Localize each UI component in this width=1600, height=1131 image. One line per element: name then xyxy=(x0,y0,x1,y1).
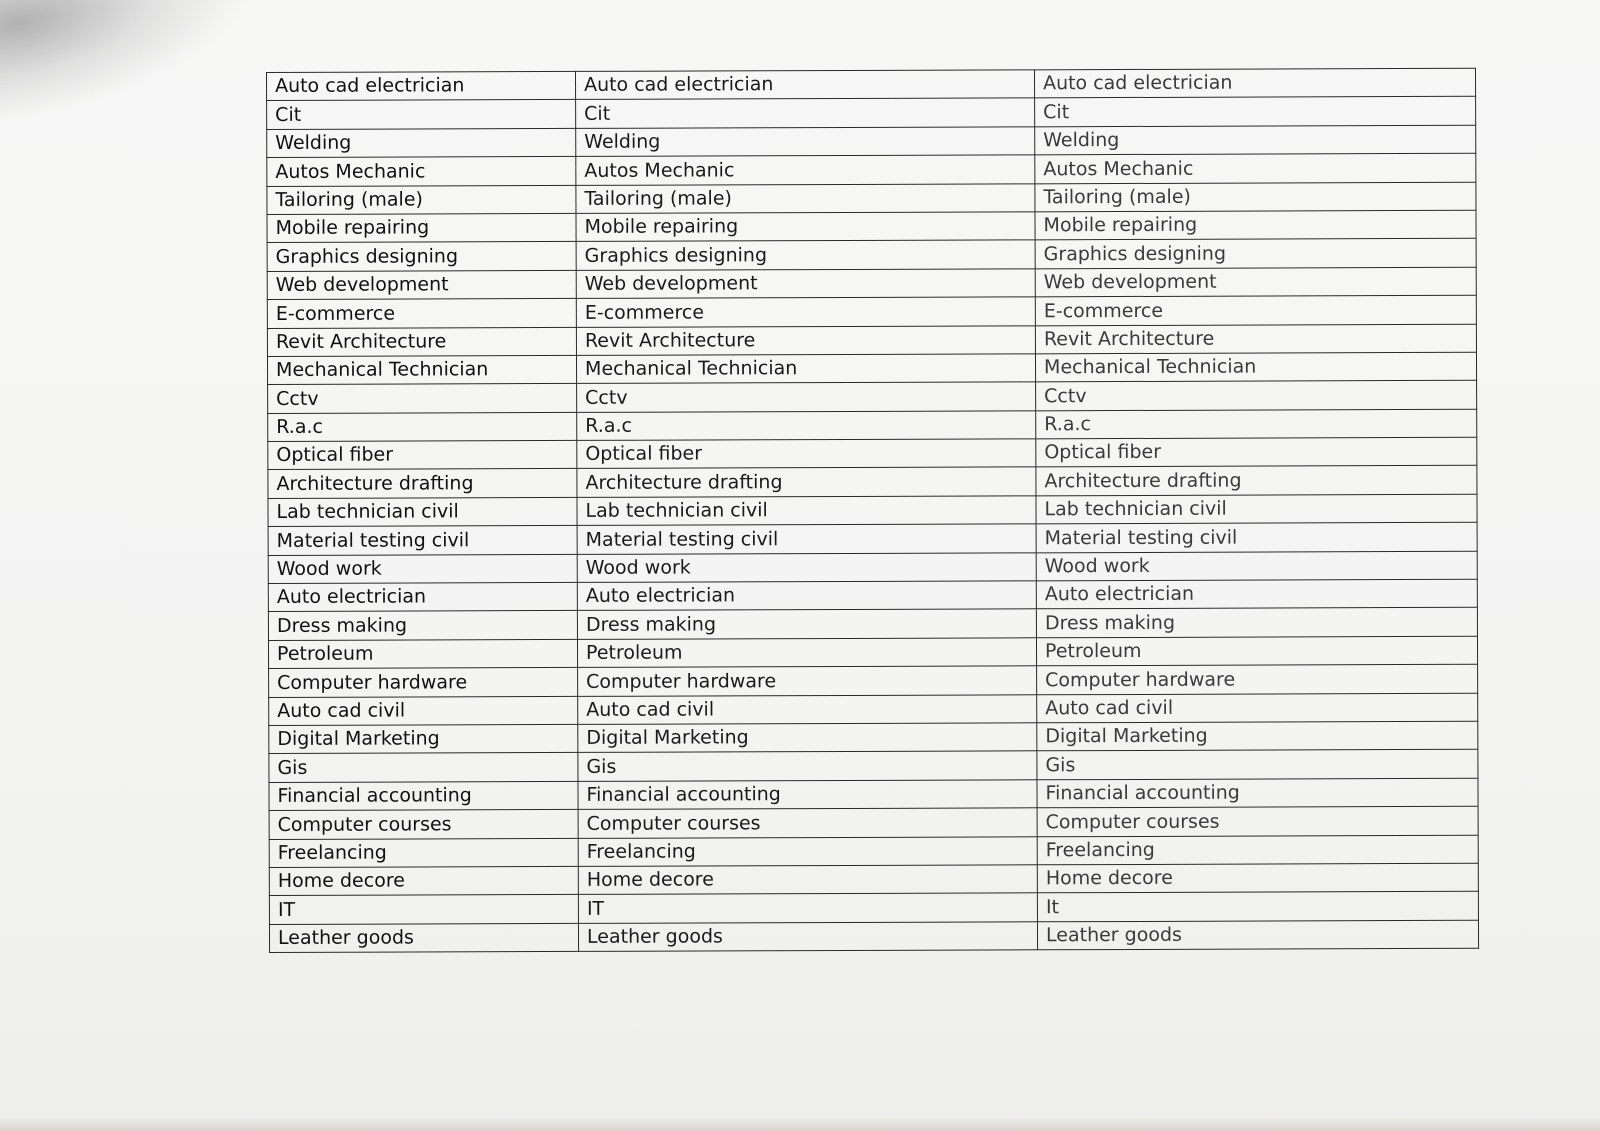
table-cell-col1: Graphics designing xyxy=(267,242,576,271)
table-cell-col3: Revit Architecture xyxy=(1035,324,1476,354)
table-cell-col3: R.a.c xyxy=(1036,409,1477,439)
table-cell-col1: Dress making xyxy=(268,611,577,640)
table-cell-col1: Mobile repairing xyxy=(267,213,576,242)
table-row xyxy=(267,295,1476,328)
table-cell-col3: Computer hardware xyxy=(1037,664,1478,694)
table-cell-col1: Computer hardware xyxy=(269,668,578,697)
table-cell-col3: Gis xyxy=(1037,750,1478,780)
table-cell-col2: Computer hardware xyxy=(578,666,1037,696)
table-row xyxy=(269,863,1478,896)
table-cell-col3: Graphics designing xyxy=(1035,239,1476,269)
table-cell-col2: Mobile repairing xyxy=(576,212,1035,242)
table-cell-col3: Auto cad electrician xyxy=(1034,68,1475,98)
table-cell-col1: Computer courses xyxy=(269,810,578,839)
table-cell-col1: Web development xyxy=(267,270,576,299)
table-cell-col2: Lab technician civil xyxy=(577,496,1036,526)
table-cell-col2: R.a.c xyxy=(577,411,1036,441)
table-cell-col3: Auto cad civil xyxy=(1037,693,1478,723)
table-cell-col1: Tailoring (male) xyxy=(267,185,576,214)
table-cell-col3: Financial accounting xyxy=(1037,778,1478,808)
table-cell-col1: E-commerce xyxy=(267,299,576,328)
table-cell-col1: Cctv xyxy=(268,384,577,413)
page-bottom-edge xyxy=(0,1117,1600,1131)
table-cell-col3: It xyxy=(1037,892,1478,922)
table-row xyxy=(269,664,1478,697)
table-cell-col3: Wood work xyxy=(1036,551,1477,581)
table-cell-col1: Optical fiber xyxy=(268,440,577,469)
table-cell-col1: Material testing civil xyxy=(268,526,577,555)
table-cell-col1: Auto cad electrician xyxy=(267,71,576,100)
table-cell-col3: Leather goods xyxy=(1037,920,1478,950)
table-cell-col2: Petroleum xyxy=(577,638,1036,668)
table-row xyxy=(268,381,1477,414)
table-cell-col1: Home decore xyxy=(269,866,578,895)
table-cell-col2: Leather goods xyxy=(578,922,1037,952)
table-cell-col1: Petroleum xyxy=(268,639,577,668)
table-cell-col2: Home decore xyxy=(578,865,1037,895)
table-cell-col1: Auto electrician xyxy=(268,582,577,611)
table-cell-col3: Computer courses xyxy=(1037,806,1478,836)
table-row xyxy=(269,806,1478,839)
table-row xyxy=(267,352,1476,385)
table-row xyxy=(267,182,1476,215)
table-cell-col2: Financial accounting xyxy=(578,780,1037,810)
table-row xyxy=(268,523,1477,556)
table-cell-col2: Gis xyxy=(578,751,1037,781)
table-cell-col2: Cctv xyxy=(577,382,1036,412)
table-row xyxy=(267,153,1476,186)
table-row xyxy=(268,579,1477,612)
table-row xyxy=(267,68,1476,101)
table-cell-col2: Freelancing xyxy=(578,836,1037,866)
table-cell-col2: Optical fiber xyxy=(577,439,1036,469)
table-cell-col3: Home decore xyxy=(1037,863,1478,893)
table-cell-col1: Lab technician civil xyxy=(268,497,577,526)
table-row xyxy=(267,210,1476,243)
table-cell-col1: Architecture drafting xyxy=(268,469,577,498)
table-row xyxy=(268,494,1477,527)
table-cell-col2: Autos Mechanic xyxy=(576,155,1035,185)
table-cell-col2: Graphics designing xyxy=(576,240,1035,270)
table-row xyxy=(268,551,1477,584)
table-row xyxy=(267,97,1476,130)
table-cell-col3: Material testing civil xyxy=(1036,523,1477,553)
table-cell-col1: Cit xyxy=(267,100,576,129)
table-cell-col1: Revit Architecture xyxy=(267,327,576,356)
table-cell-col2: Auto cad electrician xyxy=(575,70,1034,100)
table-cell-col3: Digital Marketing xyxy=(1037,721,1478,751)
table-cell-col3: E-commerce xyxy=(1035,295,1476,325)
page-corner-shadow xyxy=(0,0,273,129)
course-table xyxy=(266,68,1479,953)
table-row xyxy=(268,437,1477,470)
table-cell-col1: IT xyxy=(269,895,578,924)
table-row xyxy=(269,750,1478,783)
table-cell-col3: Dress making xyxy=(1036,608,1477,638)
table-row xyxy=(267,239,1476,272)
table-row xyxy=(267,267,1476,300)
table-row xyxy=(268,409,1477,442)
table-cell-col1: Gis xyxy=(269,753,578,782)
table-cell-col2: Computer courses xyxy=(578,808,1037,838)
table-cell-col3: Auto electrician xyxy=(1036,579,1477,609)
table-row xyxy=(269,920,1478,953)
table-cell-col3: Lab technician civil xyxy=(1036,494,1477,524)
table-row xyxy=(268,636,1477,669)
table-cell-col1: Financial accounting xyxy=(269,781,578,810)
table-row xyxy=(269,693,1478,726)
table-cell-col3: Petroleum xyxy=(1036,636,1477,666)
table-cell-col2: Tailoring (male) xyxy=(576,183,1035,213)
table-cell-col1: Mechanical Technician xyxy=(267,355,576,384)
table-cell-col3: Optical fiber xyxy=(1036,437,1477,467)
table-cell-col3: Cctv xyxy=(1036,381,1477,411)
table-cell-col1: Autos Mechanic xyxy=(267,157,576,186)
table-cell-col1: Freelancing xyxy=(269,838,578,867)
table-cell-col2: Welding xyxy=(576,127,1035,157)
table-cell-col2: Wood work xyxy=(577,552,1036,582)
table-row xyxy=(269,778,1478,811)
table-cell-col2: Digital Marketing xyxy=(578,723,1037,753)
table-row xyxy=(267,324,1476,357)
table-cell-col3: Welding xyxy=(1035,125,1476,155)
table-cell-col2: Architecture drafting xyxy=(577,467,1036,497)
table-cell-col1: Auto cad civil xyxy=(269,696,578,725)
course-table-container xyxy=(266,68,1479,953)
table-cell-col2: Mechanical Technician xyxy=(576,354,1035,384)
table-cell-col1: Wood work xyxy=(268,554,577,583)
table-cell-col1: R.a.c xyxy=(268,412,577,441)
table-cell-col1: Welding xyxy=(267,128,576,157)
table-cell-col1: Digital Marketing xyxy=(269,724,578,753)
table-row xyxy=(269,721,1478,754)
table-cell-col2: Material testing civil xyxy=(577,524,1036,554)
table-cell-col2: IT xyxy=(578,893,1037,923)
table-cell-col2: Cit xyxy=(576,98,1035,128)
table-cell-col3: Web development xyxy=(1035,267,1476,297)
course-table-body xyxy=(267,68,1479,952)
table-cell-col3: Mobile repairing xyxy=(1035,210,1476,240)
table-row xyxy=(267,125,1476,158)
table-cell-col3: Freelancing xyxy=(1037,835,1478,865)
table-row xyxy=(268,608,1477,641)
table-cell-col2: Web development xyxy=(576,269,1035,299)
table-cell-col2: Auto cad civil xyxy=(578,694,1037,724)
table-cell-col3: Mechanical Technician xyxy=(1035,352,1476,382)
table-row xyxy=(269,835,1478,868)
table-cell-col2: E-commerce xyxy=(576,297,1035,327)
table-cell-col2: Revit Architecture xyxy=(576,325,1035,355)
table-row xyxy=(269,892,1478,925)
table-cell-col3: Architecture drafting xyxy=(1036,466,1477,496)
table-cell-col2: Auto electrician xyxy=(577,581,1036,611)
table-cell-col1: Leather goods xyxy=(269,923,578,952)
table-cell-col2: Dress making xyxy=(577,609,1036,639)
table-cell-col3: Cit xyxy=(1035,97,1476,127)
table-row xyxy=(268,466,1477,499)
table-cell-col3: Autos Mechanic xyxy=(1035,153,1476,183)
table-cell-col3: Tailoring (male) xyxy=(1035,182,1476,212)
